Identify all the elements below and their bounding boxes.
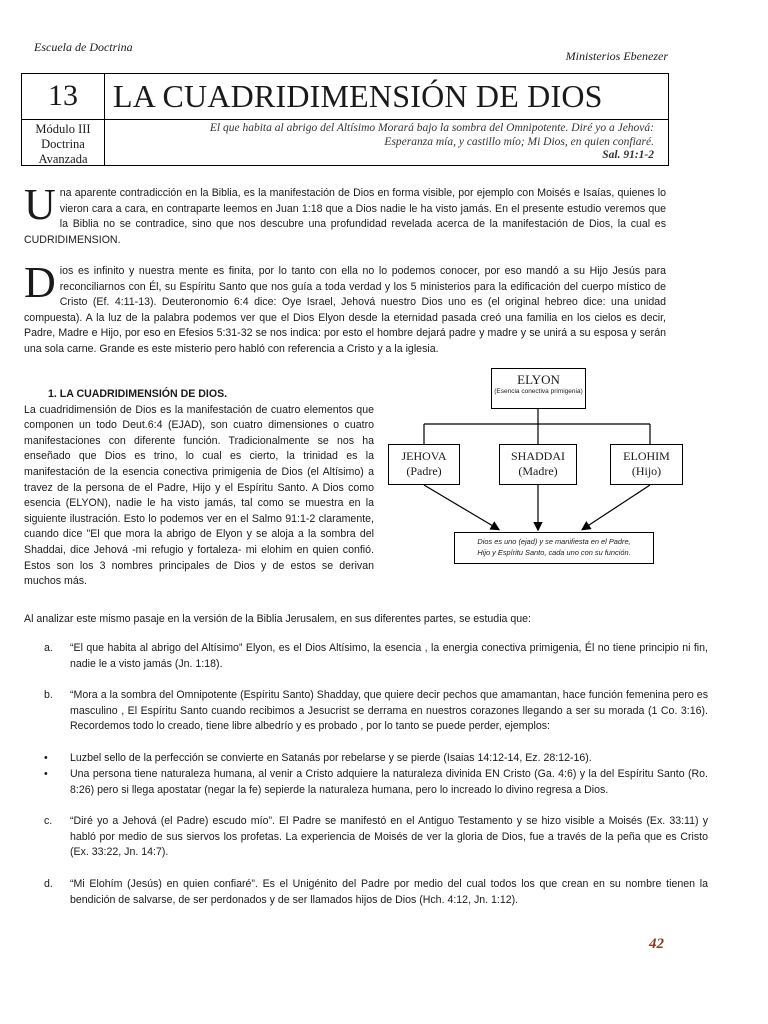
item-text: “Diré yo a Jehová (el Padre) escudo mío”. El Padre se manifestó en el Antiguo Testamento y se hizo visible a Moisés (Ex. 33:11) y habló por medio de sus siervos los profetas. La experiencia de Moisés de ver la gloria de Dios, fue a través de la peña que es Cristo (Ex. 33:22, Jn. 14:7).	[70, 815, 708, 859]
verse-line: El que habita al abrigo del Altísimo Morará bajo la sombra del Omnipotente. Diré yo a Jehová:	[209, 122, 654, 134]
item-label: d.	[44, 878, 53, 890]
verse-reference: Sal. 91:1-2	[602, 149, 654, 161]
section-1	[24, 387, 374, 590]
section-text: La cuadridimensión de Dios es la manifestación de cuatro elementos que componen un todo Deut.6:4 (EJAD), son cuatro dimensiones o cuatro manifestaciones con diferente función. Tradicionalmente se nos ha enseñado que Dios es trino, lo cual es cierto, la trinidad es la manifestación de la esencia conectiva primigenia de Dios (el Altísimo) a travez de la persona de el Padre, Hijo y el Espíritu Santo. A Dios como esencia (ELYON), nadie le ha visto jamás, tal como se muestra en la siguiente ilustración. Esto lo podemos ver en el Salmo 91:1-2 claramente, cuando dice "El que mora la abrigo de Elyon y se aloja a la sombra del Shaddai, dice Jehová -mi refugio y fortaleza- mi elohim en quien confió. Estos son los 3 nombres principales de Dios y de estos se derivan muchos más.	[24, 403, 374, 588]
module-line: Avanzada	[38, 152, 88, 166]
node-name: ELOHIM	[623, 449, 670, 463]
school-name: Escuela de Doctrina	[34, 40, 133, 54]
page-number: 42	[649, 936, 664, 952]
item-text: “El que habita al abrigo del Altísimo” Elyon, es el Dios Altísimo, la esencia , la energia conectiva primigenia, Él no tiene principio ni fin, nadie le a visto jamás (Jn. 1:18).	[70, 642, 708, 670]
intro-paragraph-2	[24, 258, 666, 358]
intro-paragraph-1	[24, 180, 666, 248]
lesson-number: 13	[22, 74, 105, 120]
elyon-box	[491, 368, 586, 409]
node-role: (Padre)	[406, 464, 442, 478]
paragraph-text: ios es infinito y nuestra mente es finita, por lo tanto con ella no lo podemos conocer, por eso mandó a su Hijo Jesús para reconciliarnos con Él, su Espíritu Santo que nos guía a toda verdad y los 5 ministerios para la edificación del cuerpo místico de Cristo (Ef. 4:11-13). Deuteronomio 6:4 dice: Oye Israel, Jehová nuestro Dios uno es (el original hebreo dice: una unidad compuesta). A la luz de la palabra podemos ver que el Dios Elyon desde la eternidad pasada creó una familia en los cielos es decir, Padre, Madre e Hijo, por eso en Efesios 5:31-32 se nos indica: por esto el hombre dejará padre y madre y se unirá a su esposa y serán una sola carne. Grande es este misterio pero habló con referencia a Cristo y a la iglesia.	[24, 265, 666, 355]
module-line: Doctrina	[41, 137, 85, 151]
elohim-box	[610, 444, 683, 485]
node-role: (Hijo)	[631, 464, 662, 478]
paragraph-text: na aparente contradicción en la Biblia, es la manifestación de Dios en forma visible, por ejemplo con Moisés e Isaías, quienes lo vieron cara a cara, en contraparte leemos en Juan 1:18 que a Dios nadie le ha visto jamás. En el presente estudio veremos que la Biblia no se contradice, sino que nos descubre una profundidad revelada acerca de la manifestación de Dios, la cual es CUDRIDIMENSION.	[24, 187, 666, 246]
item-label: b.	[44, 689, 53, 701]
module-label	[22, 120, 105, 165]
godhead-diagram	[388, 364, 683, 579]
item-text: “Mi Elohím (Jesús) en quien confiaré”. Es el Unigénito del Padre por medio del cual todos los que crean en su nombre tienen la bendición de salvarse, de ser perdonados y de ser llamados hijos de Dios (Hch. 4:12, Jn. 1:12).	[70, 878, 708, 906]
analysis-intro	[24, 612, 684, 628]
module-line: Módulo III	[35, 122, 91, 136]
analysis-intro-text: Al analizar este mismo pasaje en la versión de la Biblia Jerusalem, en sus diferentes partes, se estudia que:	[24, 613, 532, 625]
summary-line: Hijo y Espíritu Santo, cada uno con su función.	[477, 548, 631, 557]
node-name: JEHOVA	[401, 449, 447, 463]
bullet-icon: •	[44, 768, 48, 780]
lesson-title-box	[21, 73, 669, 166]
item-label: a.	[44, 642, 53, 654]
item-text: Una persona tiene naturaleza humana, al venir a Cristo adquiere la naturaleza divinida EN Cristo (Ga. 4:6) y la del Espíritu Santo (Ro. 8:26) pero si llega apostatar (negar la fe) sepierde la naturaleza humana, pero lo increado lo divino regresa a Dios.	[70, 768, 708, 796]
drop-cap: D	[24, 258, 56, 307]
item-text: “Mora a la sombra del Omnipotente (Espíritu Santo) Shadday, que quiere decir pechos que amamantan, hace función femenina pero es masculino , El Espíritu Santo cuando recibimos a Jesucrist se derrama en nuestros corazones llegando a ser su morada (1 Co. 3:16). Recordemos todo lo creado, tiene libre albedrío y es probado , por lo tanto se puede perder, ejemplos:	[70, 689, 708, 733]
summary-line: Dios es uno (ejad) y se manifiesta en el Padre,	[477, 537, 631, 546]
verse-line: Esperanza mía, y castillo mío; Mi Dios, en quien confiaré.	[384, 135, 654, 148]
node-role: (Madre)	[518, 464, 558, 478]
jehova-box	[388, 444, 460, 485]
drop-cap: U	[24, 180, 56, 229]
arrow	[424, 485, 498, 529]
shaddai-box	[499, 444, 577, 485]
key-verse	[105, 120, 668, 165]
arrow	[583, 485, 650, 529]
summary-box	[454, 532, 654, 564]
bullet-icon: •	[44, 752, 48, 764]
node-title: ELYON	[517, 372, 560, 387]
lesson-title: LA CUADRIDIMENSIÓN DE DIOS	[105, 74, 668, 120]
node-subtitle: (Esencia conectiva primigenia)	[494, 388, 583, 395]
item-label: c.	[44, 815, 53, 827]
section-heading: 1. LA CUADRIDIMENSIÓN DE DIOS.	[48, 388, 228, 400]
node-name: SHADDAI	[511, 449, 565, 463]
item-text: Luzbel sello de la perfección se convierte en Satanás por rebelarse y se pierde (Isaias 14:12-14, Ez. 28:12-16).	[70, 752, 592, 764]
ministry-name: Ministerios Ebenezer	[565, 49, 668, 63]
